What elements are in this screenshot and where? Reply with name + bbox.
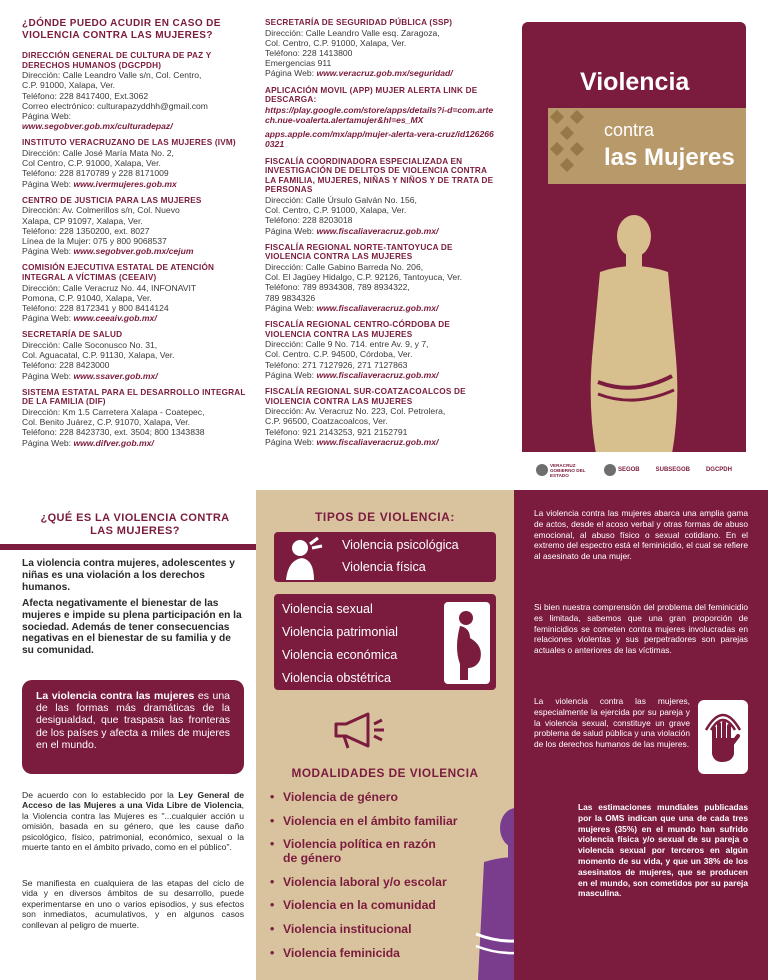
web-label: Página Web: [265,369,317,380]
app-store-link[interactable]: apps.apple.com/mx/app/mujer-alerta-vera-cruz/id1262660321 [265,129,494,150]
directory-entry [22,330,250,380]
decorative-pattern-icon [548,108,592,184]
web-label: Página Web: [265,302,317,313]
info-panel [514,490,768,980]
modalidades-title: MODALIDADES DE VIOLENCIA [291,766,479,780]
tipo-patrimonial: Violencia patrimonial [282,625,398,639]
entry-web-link[interactable]: www.segobver.gob.mx/culturadepaz/ [22,121,173,132]
web-label: Página Web: [22,437,74,448]
entry-title: APLICACIÓN MOVIL (APP) MUJER ALERTA LINK DE DESCARGA: [265,85,478,105]
entry-web-link[interactable]: www.fiscaliaveracruz.gob.mx/ [316,436,439,447]
tipos-title: TIPOS DE VIOLENCIA: [314,510,456,524]
highlight-box [22,680,244,774]
tipo-economica: Violencia económica [282,648,398,662]
entry-details: Dirección: Av. Colmerillos s/n, Col. Nuevo Xalapa, CP 91097, Xalapa, Ver. Teléfono: 228 1350200, ext. 8027 Línea de la Mujer: 075 y 800 9068537 [22,205,180,247]
web-label: Página Web: [265,436,317,447]
bullet-icon: • [270,790,275,804]
stop-hand-icon [702,706,744,768]
law-paragraph: De acuerdo con lo establecido por la Ley General de Acceso de las Mujeres a una Vida Libre de Violencia, la Violencia contra las Mujeres es "...cualquier acción u omisión, basada en su género, que les cause daño psicológico, físico, patrimonial, económico, sexual o la muerte tanto en el ámbito privado, como en el público". [22,790,244,853]
entry-details: Dirección: Calle Soconusco No. 31, Col. Aguacatal, C.P. 91130, Xalapa, Ver. Teléfono: 228 8423000 [22,340,175,371]
entry-title: FISCALÍA COORDINADORA ESPECIALIZADA EN INVESTIGACIÓN DE DELITOS DE VIOLENCIA CONTRA LA FAMILIA, MUJERES, NIÑAS Y NIÑOS Y DE TRATA DE PERSONAS [265,156,494,195]
entry-title: COMISIÓN EJECUTIVA ESTATAL DE ATENCIÓN INTEGRAL A VÍCTIMAS (CEEAIV) [22,263,215,283]
directory-entry [265,320,495,380]
info-paragraph-2: Si bien nuestra comprensión del problema del feminicidio es limitada, sabemos que una gran proporción de feminicidios se cometen contra mujeres involucradas en relaciones violentas y sus perpetradores son parejas actuales o anteriores de las víctimas. [534,602,748,656]
entry-details: Dirección: Av. Veracruz No. 223, Col. Petrolera, C.P. 96500, Coatzacoalcos, Ver. Teléfono: 921 2143253, 921 2152791 [265,406,446,437]
web-label: Página Web: [22,178,74,189]
entry-details: Dirección: Calle José María Mata No. 2, Col Centro, C.P. 91000, Xalapa, Ver. Teléfono: 228 8170789 y 228 8171009 [22,148,174,179]
entry-web-link[interactable]: www.segobver.gob.mx/cejum [73,246,194,257]
logo-veracruz: VERACRUZ GOBIERNO DEL ESTADO [536,463,588,478]
bullet-icon: • [270,945,275,960]
web-label: Página Web: [22,313,74,324]
que-es-paragraph-1: La violencia contra mujeres, adolescentes y niñas es una violación a los derechos humanos. [22,558,235,593]
entry-details: Dirección: Calle 9 No. 714. entre Av. 9, y 7, Col. Centro. C.P. 94500, Córdoba, Ver. Teléfono: 271 7127926, 271 7127863 [265,339,429,370]
modalidades-list [270,790,520,969]
logo-dgcpdh: DGCPDH [705,467,732,473]
bullet-icon: • [270,837,275,852]
entry-details: Dirección: Calle Gabino Barreda No. 206, Col. El Jagüey Hidalgo, C.P. 92126, Tantoyuca, Ver. Teléfono: 789 8934308, 789 8934322, 789 9834326 [265,261,462,303]
directory-entry [22,51,250,131]
entry-title: FISCALÍA REGIONAL CENTRO-CÓRDOBA DE VIOLENCIA CONTRA LAS MUJERES [265,320,451,339]
list-item: • Violencia en la comunidad [270,898,436,913]
entry-title: DIRECCIÓN GENERAL DE CULTURA DE PAZ Y DERECHOS HUMANOS (DGCPDH) [22,51,212,70]
entry-title: SISTEMA ESTATAL PARA EL DESARROLLO INTEGRAL DE LA FAMILIA (DIF) [22,387,246,407]
tipo-obstetrica: Violencia obstétrica [282,671,391,685]
cover-title-band [548,108,746,184]
entry-details: Dirección: Calle Úrsulo Galván No. 156, Col. Centro, C.P. 91000, Xalapa, Ver. Teléfono: 228 8203018 [265,194,417,226]
bullet-icon: • [270,921,275,936]
entry-web-link[interactable]: www.fiscaliaveracruz.gob.mx/ [316,225,439,236]
law-name: Ley General de Acceso de las Mujeres a una Vida Libre de Violencia [22,790,244,811]
directory-entry [265,18,495,79]
web-label: Página Web: [22,246,74,257]
bullet-icon: • [270,898,275,913]
entry-title: INSTITUTO VERACRUZANO DE LAS MUJERES (IVM) [22,138,236,148]
list-item: • Violencia institucional [270,921,412,936]
web-label: Página Web: [265,225,317,236]
que-es-title: ¿QUÉ ES LA VIOLENCIA CONTRA LAS MUJERES? [40,512,230,537]
tipos-group-2 [274,594,496,690]
logo-segob: SEGOB [604,464,640,476]
google-play-link[interactable]: https://play.google.com/store/apps/details?i-d=com.artech.nue-voalerta.alertamujer&hl=es_MX [265,104,494,125]
entry-web-link[interactable]: www.veracruz.gob.mx/seguridad/ [316,68,453,79]
entry-title: SECRETARÍA DE SEGURIDAD PÚBLICA (SSP) [265,18,453,27]
entry-web-link[interactable]: www.ssaver.gob.mx/ [73,370,158,381]
list-item: • Violencia laboral y/o escolar [270,874,447,889]
logos-strip [522,452,746,488]
top-panel [0,0,768,488]
coat-of-arms-icon [604,464,616,476]
highlight-bold: La violencia contra las mujeres [36,690,195,702]
divider [0,544,256,550]
entry-details: Dirección: Calle Leandro Valle s/n, Col. Centro, C.P. 91000, Xalapa, Ver. Teléfono: 228 8417400, Ext.3062 Correo electrónico: culturapazyddhh@gmail.com Página Web: [22,70,208,121]
que-es-panel [0,490,256,980]
coat-of-arms-icon [536,464,548,476]
directory-entry [22,388,250,448]
distressed-person-icon [280,536,324,580]
directory-entry [265,387,495,447]
list-item: • Violencia feminicida [270,945,400,960]
info-paragraph-4: Las estimaciones mundiales publicadas por la OMS indican que una de cada tres mujeres (35%) en el mundo han sufrido violencia física y/o sexual de su pareja o violencia sexual por terceros en algún momento de su vida, y que un 38% de los asesinatos de mujeres, que se producen en el mundo, son cometidos por su pareja masculina. [578,802,748,899]
highlight-text: es una de las formas más dramáticas de la desigualdad, que traspasa las fronteras de los países y afecta a miles de mujeres en el mundo. [36,690,230,751]
tipo-sexual: Violencia sexual [282,602,373,616]
entry-title: FISCALÍA REGIONAL SUR-COATZACOALCOS DE VIOLENCIA CONTRA LAS MUJERES [265,387,466,406]
directory-entry [265,157,495,236]
directory-heading: ¿DÓNDE PUEDO ACUDIR EN CASO DE VIOLENCIA CONTRA LAS MUJERES? [22,18,221,41]
entry-title: SECRETARÍA DE SALUD [22,330,123,340]
woman-silhouette-icon [580,208,688,454]
directory-entry [22,263,250,323]
tipos-panel [256,490,514,980]
entry-title: FISCALÍA REGIONAL NORTE-TANTOYUCA DE VIOLENCIA CONTRA LAS MUJERES [265,242,453,262]
entry-web-link[interactable]: www.fiscaliaveracruz.gob.mx/ [316,302,439,313]
bullet-icon: • [270,813,275,828]
cover-title-line3: las Mujeres [604,144,735,171]
pregnant-woman-icon [448,608,486,680]
logo-subsegob: SUBSEGOB [655,467,690,473]
entry-web-link[interactable]: www.ivermujeres.gob.mx [73,178,177,189]
entry-details: Dirección: Km 1.5 Carretera Xalapa - Coatepec, Col. Benito Juárez, C.P. 91070, Xalapa, Ver. Teléfono: 228 8423730, ext. 3504; 800 1343838 [22,407,205,438]
web-label: Página Web: [22,370,74,381]
tipos-group-1 [274,532,496,582]
cover-panel [522,22,746,485]
list-item: • Violencia de género [270,790,398,804]
directory-column-2 [265,18,495,454]
info-paragraph-1: La violencia contra las mujeres abarca una amplia gama de actos, desde el acoso verbal y otras formas de abuso emocional, al abuso físico o sexual cotidiano. En el extremo del espectro está el feminicidio, el cual se refiere al asesinato de una mujer. [534,508,748,562]
info-paragraph-3: La violencia contra las mujeres, especialmente la ejercida por su pareja y la violencia sexual, constituye un grave problema de salud pública y una violación de los derechos humanos de las mujeres. [534,696,690,750]
tipo-fisica: Violencia física [342,560,426,574]
directory-column-1 [22,18,250,455]
directory-entry-app [265,86,495,150]
tipo-psicologica: Violencia psicológica [342,538,459,552]
megaphone-icon [332,710,386,750]
directory-entry [22,138,250,188]
directory-entry [265,243,495,313]
cover-title-line2: contra [604,120,655,140]
entry-details: Dirección: Calle Leandro Valle esq. Zaragoza, Col. Centro, C.P. 91000, Xalapa, Ver. Teléfono: 228 1413800 Emergencias 911 [265,27,440,69]
entry-details: Dirección: Calle Veracruz No. 44, INFONAVIT Pomona, C.P. 91040, Xalapa, Ver. Teléfono: 228 8172341 y 800 8414124 [22,282,197,314]
list-item: • Violencia en el ámbito familiar [270,813,458,828]
directory-entry [22,196,250,257]
entry-title: CENTRO DE JUSTICIA PARA LAS MUJERES [22,195,202,205]
que-es-paragraph-2: Afecta negativamente el bienestar de las mujeres e impide su plena participación en la sociedad. Además de tener consecuencias negativas en el bienestar de su familia y de su comunidad. [22,598,242,657]
bullet-icon: • [270,874,275,889]
web-label: Página Web: [265,68,317,79]
cover-title-line1: Violencia [580,68,690,96]
que-es-paragraph-4: Se manifiesta en cualquiera de las etapas del ciclo de vida y en diversos ámbitos de su desarrollo, puede experimentarse en uno o varios episodios, y sus efectos son inmediatos, acumulativos, y en algunos casos conllevan al peligro de muerte. [22,878,244,930]
list-item: • Violencia política en razón de género [270,837,436,866]
entry-web-link[interactable]: www.difver.gob.mx/ [73,437,154,448]
entry-web-link[interactable]: www.ceeaiv.gob.mx/ [73,313,157,324]
entry-web-link[interactable]: www.fiscaliaveracruz.gob.mx/ [316,369,439,380]
